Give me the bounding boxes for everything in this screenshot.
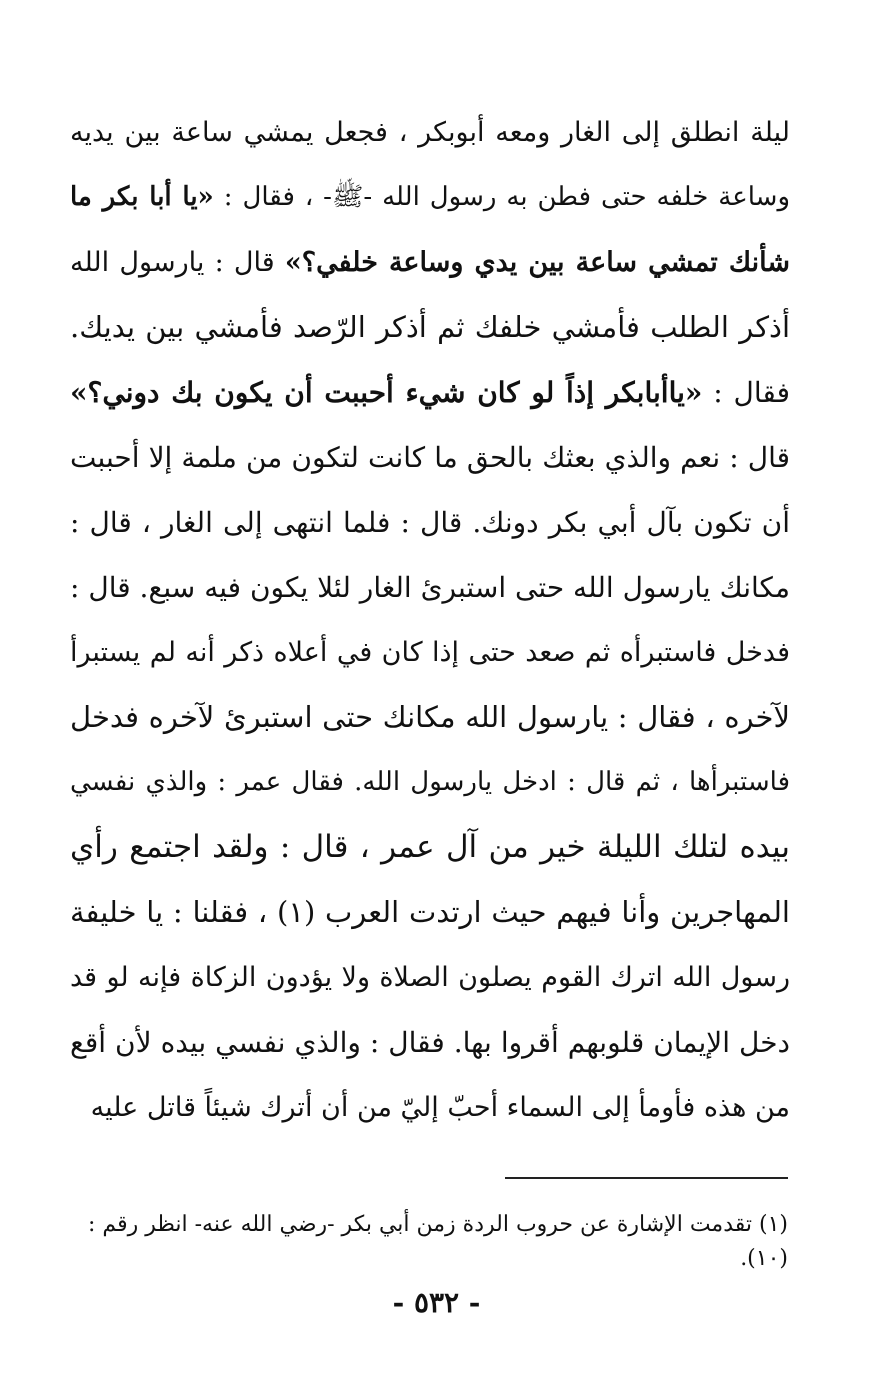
text-line-9: فدخل فاستبرأه ثم صعد حتى إذا كان في أعلاه ذكر أنه لم يستبرأ	[70, 637, 790, 668]
text-line-5: فقال : «ياأبابكر إذاً لو كان شيء أحببت أن يكون بك دوني؟»	[70, 376, 790, 409]
main-text	[70, 100, 790, 1140]
text-line-1: ليلة انطلق إلى الغار ومعه أبوبكر ، فجعل يمشي ساعة بين يديه	[70, 117, 790, 148]
page-number: - ٥٣٢ -	[392, 1286, 481, 1319]
footnote: (١) تقدمت الإشارة عن حروب الردة زمن أبي بكر -رضي الله عنه- انظر رقم : (١٠).	[88, 1212, 788, 1271]
text-line-2: وساعة خلفه حتى فطن به رسول الله -ﷺ- ، فقال : «يا أبا بكر ما	[70, 182, 790, 212]
text-line-4: أذكر الطلب فأمشي خلفك ثم أذكر الرّصد فأمشي بين يديك.	[70, 310, 790, 344]
emphasized-quote: شأنك تمشي ساعة بين يدي وساعة خلفي؟»	[284, 247, 790, 278]
text-line-15: دخل الإيمان قلوبهم أقروا بها. فقال : والذي نفسي بيده لأن أقع	[70, 1026, 790, 1059]
text-line-8: مكانك يارسول الله حتى استبرئ الغار لئلا يكون فيه سبع. قال :	[70, 571, 790, 604]
text-line-14: رسول الله اترك القوم يصلون الصلاة ولا يؤدون الزكاة فإنه لو قد	[70, 962, 790, 993]
text-line-12: بيده لتلك الليلة خير من آل عمر ، قال : ولقد اجتمع رأي	[70, 829, 790, 865]
emphasized-quote: «ياأبابكر إذاً لو كان شيء أحببت أن يكون بك دوني؟»	[70, 376, 703, 409]
text-line-16: من هذه فأومأ إلى السماء أحبّ إليّ من أن أترك شيئاً قاتل عليه	[90, 1092, 790, 1123]
text-line-10: لآخره ، فقال : يارسول الله مكانك حتى استبرئ لآخره فدخل	[70, 700, 790, 734]
text-line-13: المهاجرين وأنا فيهم حيث ارتدت العرب (١) ، فقلنا : يا خليفة	[70, 895, 790, 929]
footnote-divider	[505, 1177, 788, 1179]
text-line-7: أن تكون بآل أبي بكر دونك. قال : فلما انتهى إلى الغار ، قال :	[70, 506, 790, 539]
text-line-6: قال : نعم والذي بعثك بالحق ما كانت لتكون من ملمة إلا أحببت	[70, 441, 790, 474]
text-line-3: شأنك تمشي ساعة بين يدي وساعة خلفي؟» قال : يارسول الله	[70, 247, 790, 278]
emphasized-quote: «يا أبا بكر ما	[70, 182, 214, 212]
text-line-11: فاستبرأها ، ثم قال : ادخل يارسول الله. فقال عمر : والذي نفسي	[70, 767, 790, 797]
